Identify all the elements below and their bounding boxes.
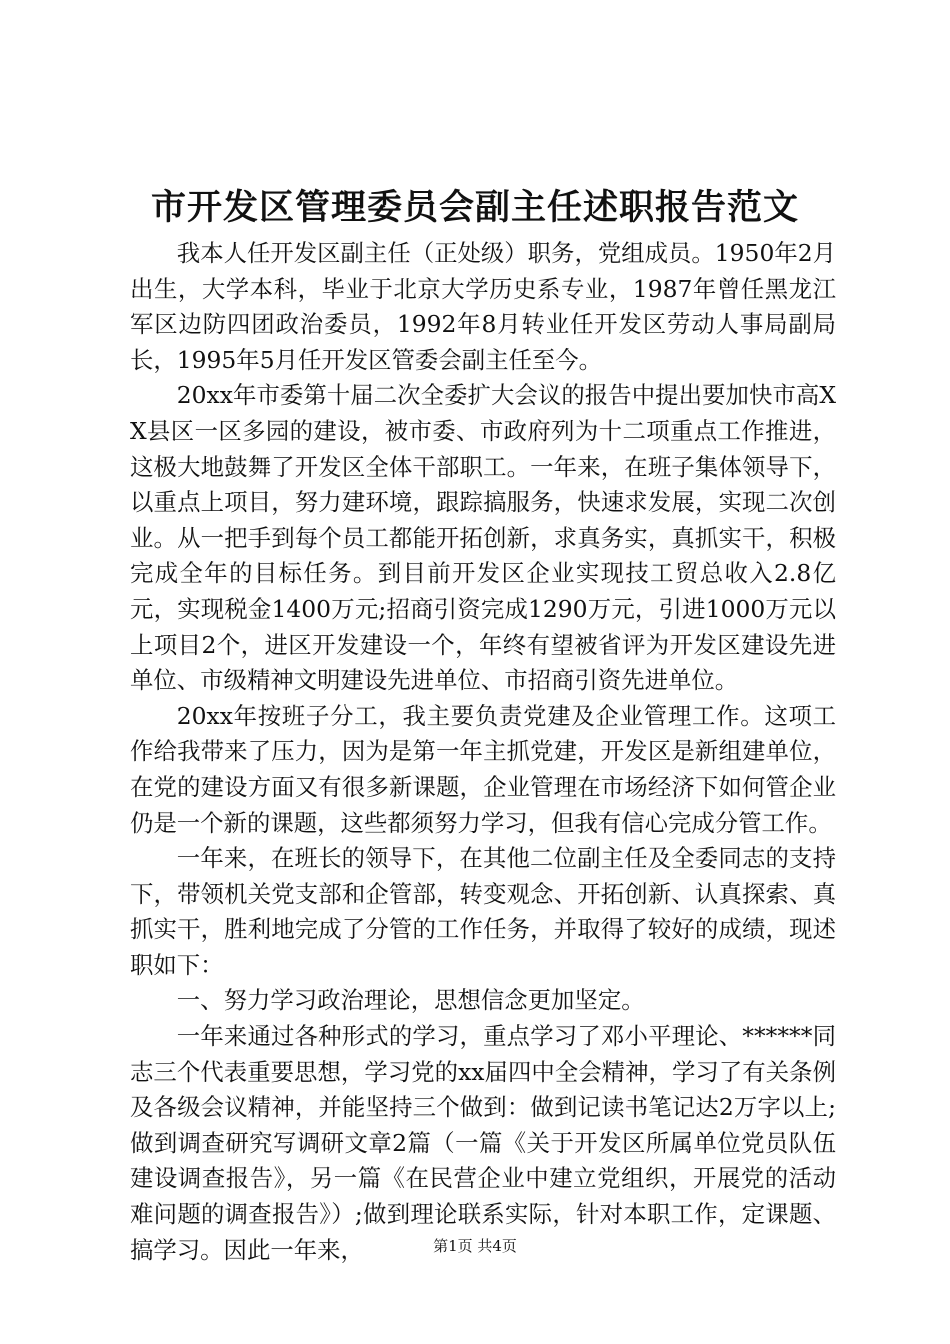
paragraph-5: 一年来通过各种形式的学习，重点学习了邓小平理论、******同志三个代表重要思想，学习党的xx届四中全会精神，学习了有关条例及各级会议精神，并能坚持三个做到：做到记读书笔记达2万字以上;做到调查研究写调研文章2篇（一篇《关于开发区所属单位党员队伍建设调查报告》，另一篇《在民营企业中建立党组织，开展党的活动难问题的调查报告》）;做到理论联系实际，针对本职工作，定课题、搞学习。因此一年来， <box>130 1022 836 1264</box>
paragraph-3: 20xx年按班子分工，我主要负责党建及企业管理工作。这项工作给我带来了压力，因为是第一年主抓党建，开发区是新组建单位，在党的建设方面又有很多新课题，企业管理在市场经济下如何管企业仍是一个新的课题，这些都须努力学习，但我有信心完成分管工作。 <box>130 701 836 837</box>
section-heading-1: 一、努力学习政治理论，思想信念更加坚定。 <box>176 986 645 1015</box>
paragraph-4: 一年来，在班长的领导下，在其他二位副主任及全委同志的支持下，带领机关党支部和企管部，转变观念、开拓创新、认真探索、真抓实干，胜利地完成了分管的工作任务，并取得了较好的成绩，现述职如下： <box>130 844 836 979</box>
page-number-footer: 第1页 共4页 <box>433 1237 517 1255</box>
paragraph-1: 我本人任开发区副主任（正处级）职务，党组成员。1950年2月出生，大学本科，毕业于北京大学历史系专业，1987年曾任黑龙江军区边防四团政治委员，1992年8月转业任开发区劳动人事局副局长，1995年5月任开发区管委会副主任至今。 <box>130 239 836 374</box>
paragraph-2: 20xx年市委第十届二次全委扩大会议的报告中提出要加快市高XX县区一区多园的建设，被市委、市政府列为十二项重点工作推进，这极大地鼓舞了开发区全体干部职工。一年来，在班子集体领导下，以重点上项目，努力建环境，跟踪搞服务，快速求发展，实现二次创业。从一把手到每个员工都能开拓创新，求真务实，真抓实干，积极完成全年的目标任务。到目前开发区企业实现技工贸总收入2.8亿元，实现税金1400万元;招商引资完成1290万元，引进1000万元以上项目2个，进区开发建设一个，年终有望被省评为开发区建设先进单位、市级精神文明建设先进单位、市招商引资先进单位。 <box>130 381 836 695</box>
document-body <box>130 236 836 1268</box>
document-title: 市开发区管理委员会副主任述职报告范文 <box>150 187 799 228</box>
